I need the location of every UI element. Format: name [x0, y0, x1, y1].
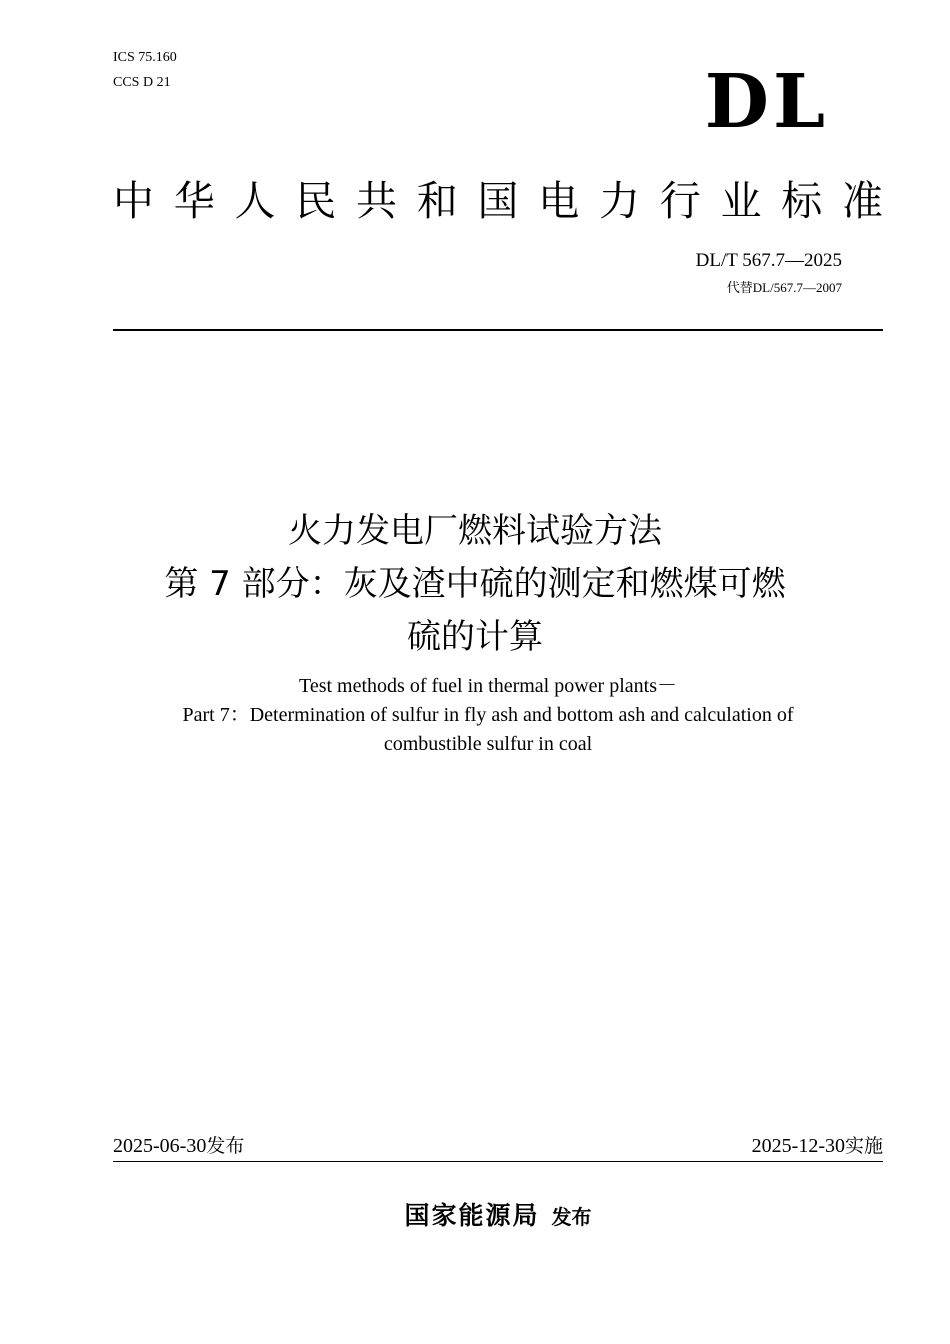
english-title: [60, 672, 916, 759]
english-title-line: combustible sulfur in coal: [383, 733, 593, 755]
standard-kind-char: 人: [234, 177, 276, 225]
english-title-line: Test methods of fuel in thermal power plants－: [299, 675, 677, 697]
replaces-standard: 代替DL/567.7—2007: [726, 280, 842, 295]
ics-code: ICS 75.160: [113, 50, 177, 65]
header-divider: [113, 329, 883, 331]
implementation-date-label: 实施: [844, 1135, 883, 1157]
standard-kind-char: 标: [781, 177, 823, 225]
publisher: [0, 1196, 950, 1232]
standard-kind-char: 国: [477, 177, 519, 225]
implementation-date-value: 2025-12-30: [751, 1135, 845, 1157]
implementation-date: [752, 1134, 883, 1158]
standard-kind-char: 准: [842, 177, 883, 225]
standard-kind-char: 和: [416, 177, 458, 225]
footer-divider: [113, 1161, 883, 1162]
standard-kind-char: 业: [720, 177, 762, 225]
standard-kind-char: 中: [113, 177, 154, 225]
standard-kind-char: 电: [538, 177, 580, 225]
ccs-code: CCS D 21: [113, 75, 171, 90]
publisher-action: 发布: [551, 1205, 592, 1229]
issue-date-value: 2025-06-30: [113, 1135, 207, 1157]
dl-logo: DL: [704, 59, 829, 145]
standard-kind-char: 民: [295, 177, 337, 225]
publisher-name: 国家能源局: [404, 1201, 540, 1230]
chinese-title-line: 火力发电厂燃料试验方法: [288, 511, 662, 551]
standard-kind-char: 共: [356, 177, 397, 225]
standard-number: DL/T 567.7—2025: [695, 250, 842, 271]
standard-kind-heading: [113, 176, 883, 226]
standard-kind-char: 力: [599, 177, 640, 225]
chinese-title: [60, 505, 890, 664]
standard-kind-char: 华: [173, 177, 215, 225]
chinese-title-line: 硫的计算: [407, 617, 543, 657]
standard-kind-char: 行: [659, 177, 701, 225]
chinese-title-line: 第 7 部分：灰及渣中硫的测定和燃煤可燃: [164, 564, 786, 604]
issue-date-label: 发布: [206, 1135, 245, 1157]
english-title-line: Part 7：Determination of sulfur in fly ash and bottom ash and calculation of: [182, 704, 794, 726]
issue-date: [113, 1134, 244, 1158]
